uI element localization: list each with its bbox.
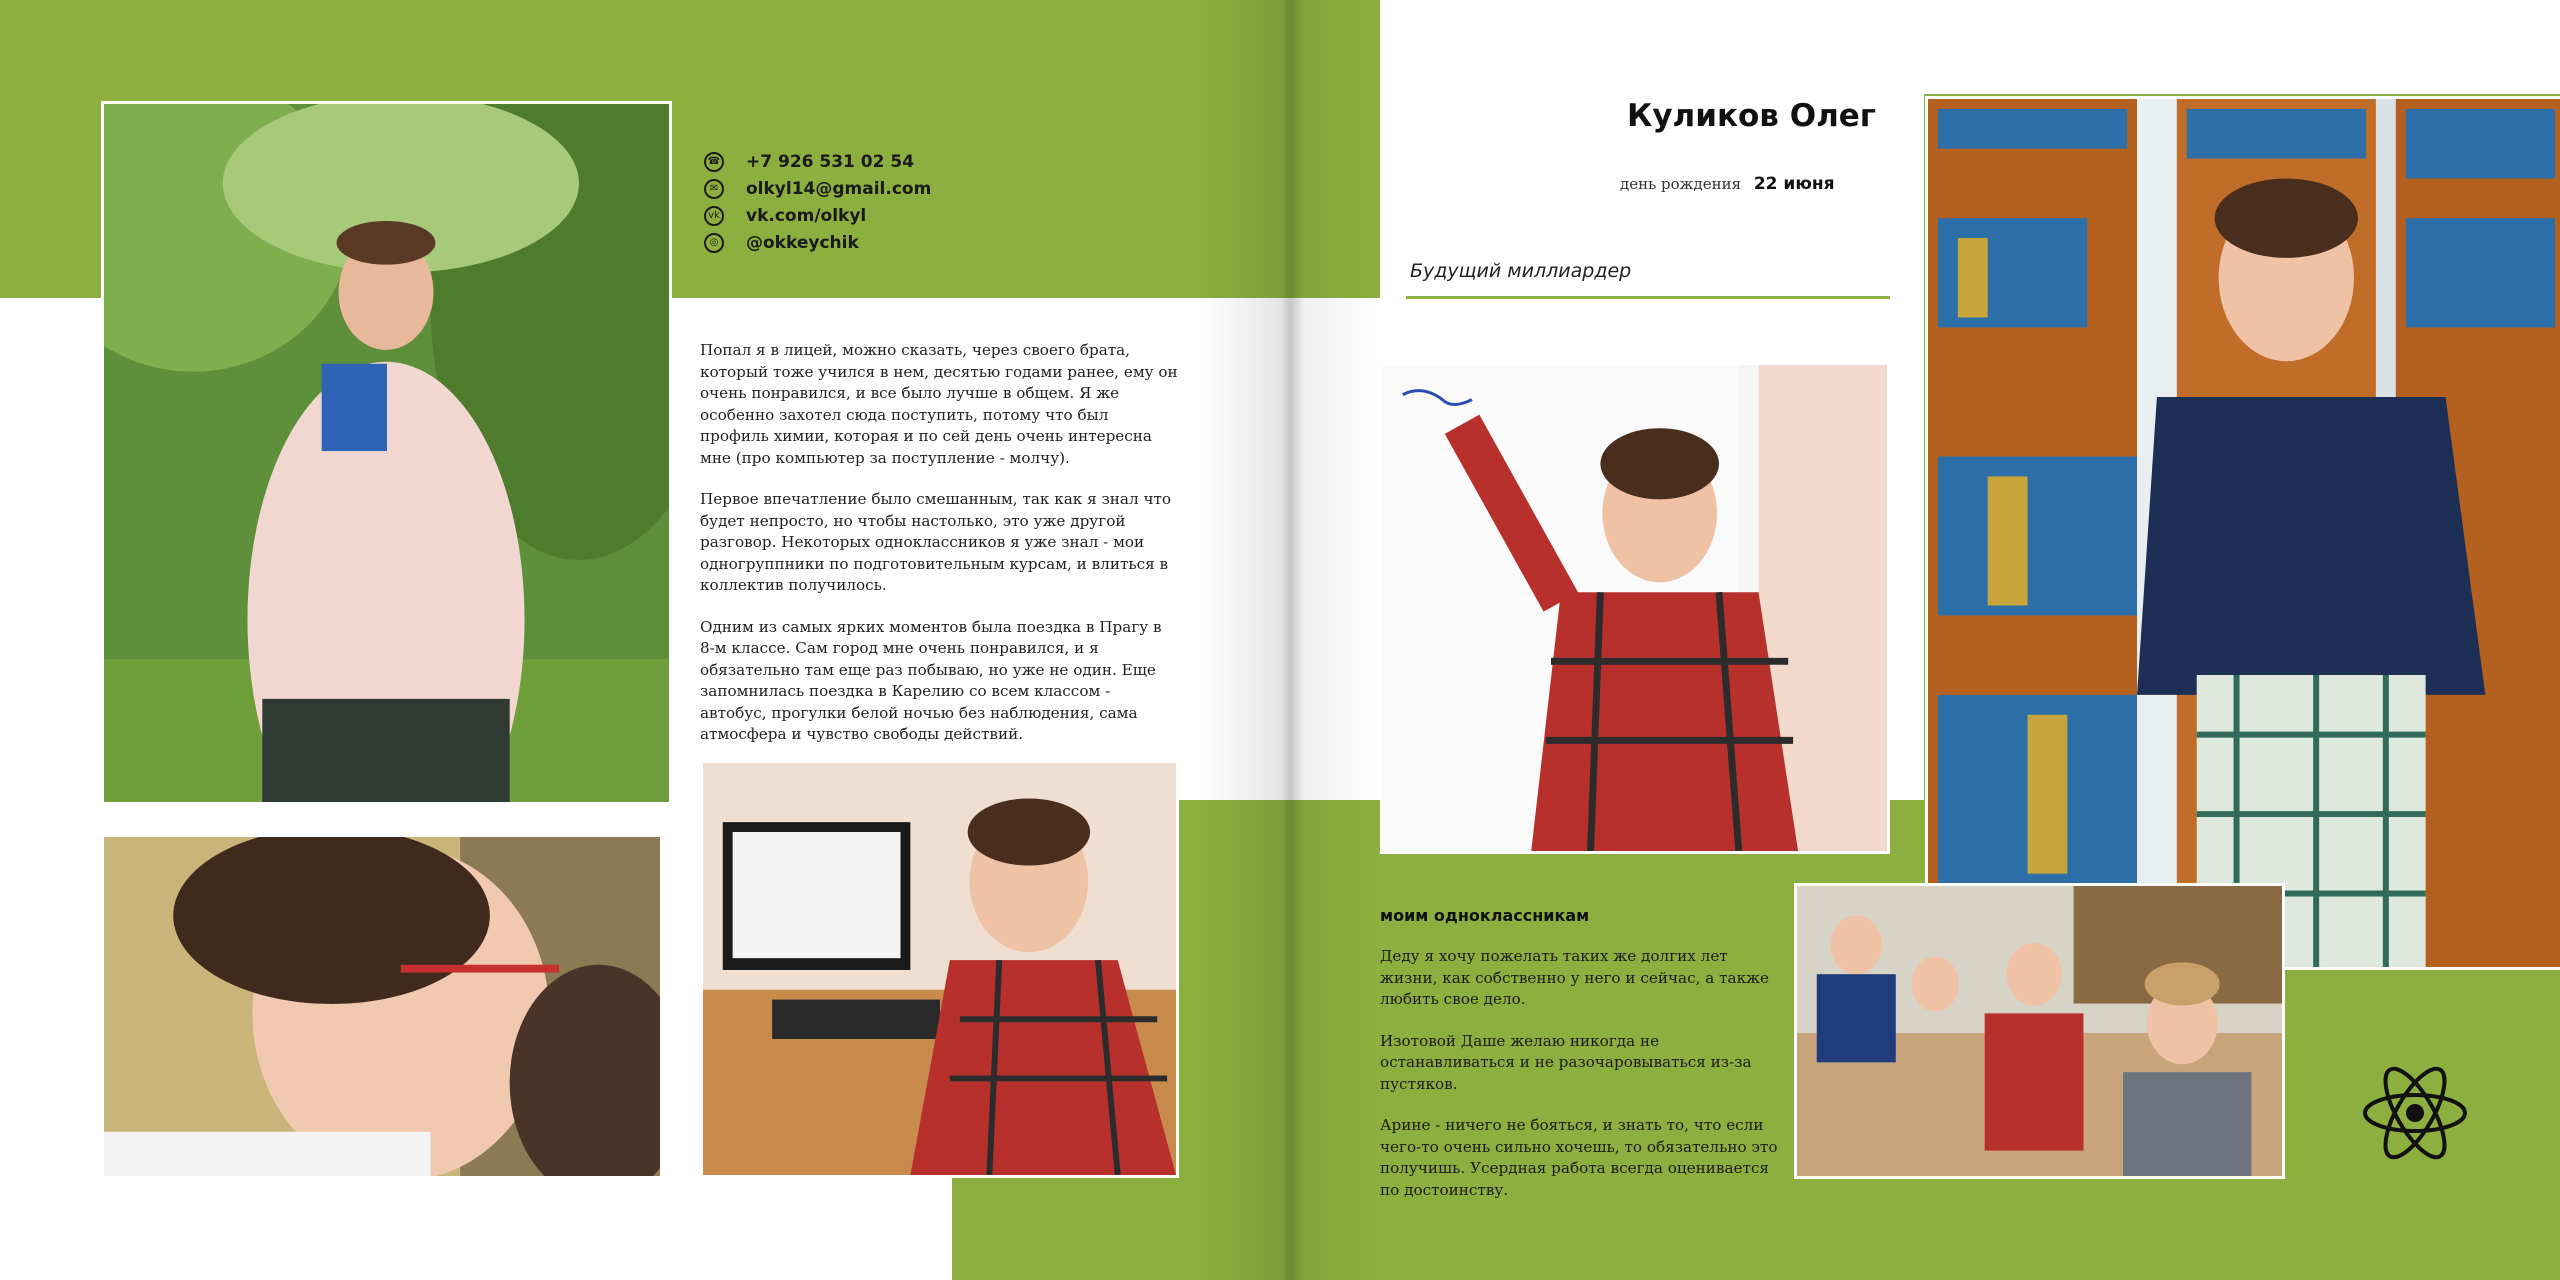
- story-text: [700, 340, 1180, 766]
- photo-library: [1925, 96, 2560, 970]
- photo-at-computer: [700, 760, 1179, 1178]
- story-paragraph: Попал я в лицей, можно сказать, через своего брата, который тоже учился в нем, десятью годами ранее, ему он очень понравился, и все было лучше в общем. Я же особенно захотел сюда поступить, потому что был профиль химии, которая и по сей день очень интересна мне (про компьютер за поступление - молчу).: [700, 341, 1178, 467]
- wish-paragraph: Деду я хочу пожелать таких же долгих лет жизни, как собственно у него и сейчас, а также любить свое дело.: [1380, 947, 1770, 1008]
- student-name: Куликов Олег: [1627, 98, 1876, 134]
- wish-paragraph: Арине - ничего не бояться, и знать то, что если чего-то очень сильно хочешь, то обязательно это получишь. Усердная работа всегда оценивается по достоинству.: [1380, 1116, 1778, 1199]
- instagram-text[interactable]: @okkeychik: [746, 232, 859, 253]
- wishes-text: [1380, 946, 1780, 1221]
- right-top-white: [1924, 0, 2560, 94]
- contact-row: [704, 202, 931, 229]
- vk-text[interactable]: vk.com/olkyl: [746, 205, 867, 226]
- email-text[interactable]: olkyl14@gmail.com: [746, 178, 932, 199]
- contact-row: [704, 148, 931, 175]
- contact-row: [704, 229, 931, 256]
- photo-classroom: [1794, 883, 2285, 1179]
- birthday: [1620, 174, 1835, 194]
- phone-text[interactable]: +7 926 531 02 54: [746, 151, 915, 172]
- photo-at-whiteboard: [1380, 362, 1890, 854]
- atom-icon: [2360, 1058, 2470, 1168]
- contact-row: [704, 175, 931, 202]
- contacts-list: [704, 148, 931, 256]
- photo-profile-in-class: [101, 834, 663, 1179]
- birthday-value: 22 июня: [1753, 174, 1835, 194]
- wish-paragraph: Изотовой Даше желаю никогда не останавливаться и не разочаровываться из-за пустяков.: [1380, 1031, 1752, 1093]
- motto: Будущий миллиардер: [1410, 260, 1632, 282]
- wishes-title: моим одноклассникам: [1380, 906, 1590, 925]
- motto-underline: [1406, 296, 1890, 299]
- story-paragraph: Одним из самых ярких моментов была поездка в Прагу в 8-м классе. Сам город мне очень понравился, и я обязательно там еще раз побываю, но уже не один. Еще запомнилась поездка в Карелию со всем классом - автобус, прогулки белой ночью без наблюдения, сама атмосфера и чувство свободы действий.: [700, 617, 1162, 743]
- story-paragraph: Первое впечатление было смешанным, так как я знал что будет непросто, но чтобы настолько, это уже другой разговор. Некоторых одноклассников я уже знал - мои одногруппники по подготовительным курсам, и влиться в коллектив получилось.: [700, 490, 1172, 594]
- vk-icon: vk: [704, 206, 724, 226]
- portrait-photo-park: [101, 101, 672, 805]
- birthday-label: день рождения: [1620, 175, 1742, 193]
- instagram-icon: ◎: [704, 233, 724, 253]
- phone-icon: ☎: [704, 152, 724, 172]
- email-icon: ✉: [704, 179, 724, 199]
